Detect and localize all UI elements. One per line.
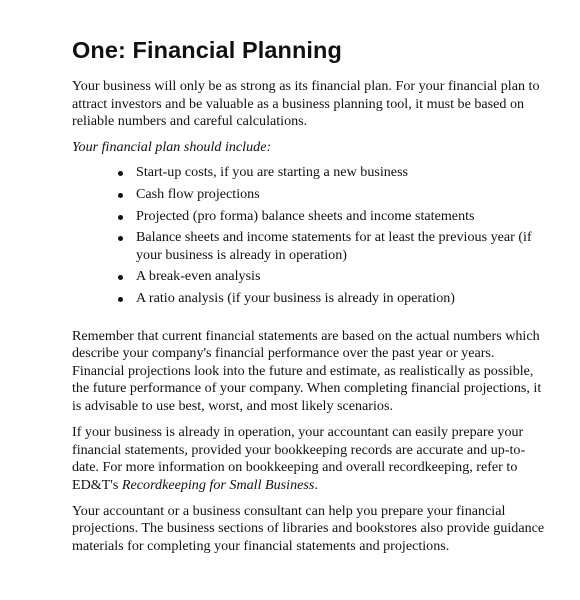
consultant-paragraph: Your accountant or a business consultant can help you prepare your financial projections. The business sections of libraries and bookstores also provide guidance materials for completing your financial statements and projections.	[72, 502, 545, 555]
list-item	[118, 268, 550, 286]
accountant-paragraph-text: If your business is already in operation, your accountant can easily prepare your financial statements, provided your bookkeeping records are accurate and up-to-date. For more information on bookkeeping and overall recordkeeping, refer to ED&T's	[72, 424, 526, 493]
list-item-text: A ratio analysis (if your business is already in operation)	[136, 289, 455, 306]
financial-statements-paragraph: Remember that current financial statements are based on the actual numbers which describe your company's financial performance over the past year or years. Financial projections look into the future and estimate, as realistically as possible, the future performance of your company. When completing financial projections, it is advisable to use best, worst, and most likely scenarios.	[72, 327, 542, 414]
bullet-icon	[118, 215, 123, 220]
list-item-text: Projected (pro forma) balance sheets and income statements	[136, 207, 475, 224]
bullet-icon	[118, 171, 123, 176]
list-item	[118, 164, 550, 182]
list-item-text: Start-up costs, if you are starting a new business	[136, 164, 409, 181]
list-item	[118, 186, 550, 204]
list-lead: Your financial plan should include:	[72, 138, 272, 155]
list-item	[118, 208, 550, 226]
bullet-icon	[118, 193, 123, 198]
accountant-paragraph	[72, 424, 550, 494]
bullet-icon	[118, 236, 123, 241]
intro-paragraph: Your business will only be as strong as its financial plan. For your financial plan to attract investors and be valuable as a business planning tool, it must be based on reliable numbers and careful calculations.	[72, 78, 540, 130]
list-item	[118, 229, 550, 264]
publication-reference: Recordkeeping for Small Business	[121, 476, 315, 493]
page-title: One: Financial Planning	[72, 37, 342, 63]
bullet-icon	[118, 297, 123, 302]
list-item-text: Cash flow projections	[136, 185, 260, 202]
bullet-icon	[118, 275, 123, 280]
plan-items-list	[72, 164, 550, 307]
list-item-text: A break-even analysis	[136, 268, 261, 285]
list-item	[118, 290, 550, 308]
accountant-paragraph-end: .	[314, 476, 318, 493]
list-item-text: Balance sheets and income statements for at least the previous year (if your business is already in operation)	[136, 229, 532, 263]
